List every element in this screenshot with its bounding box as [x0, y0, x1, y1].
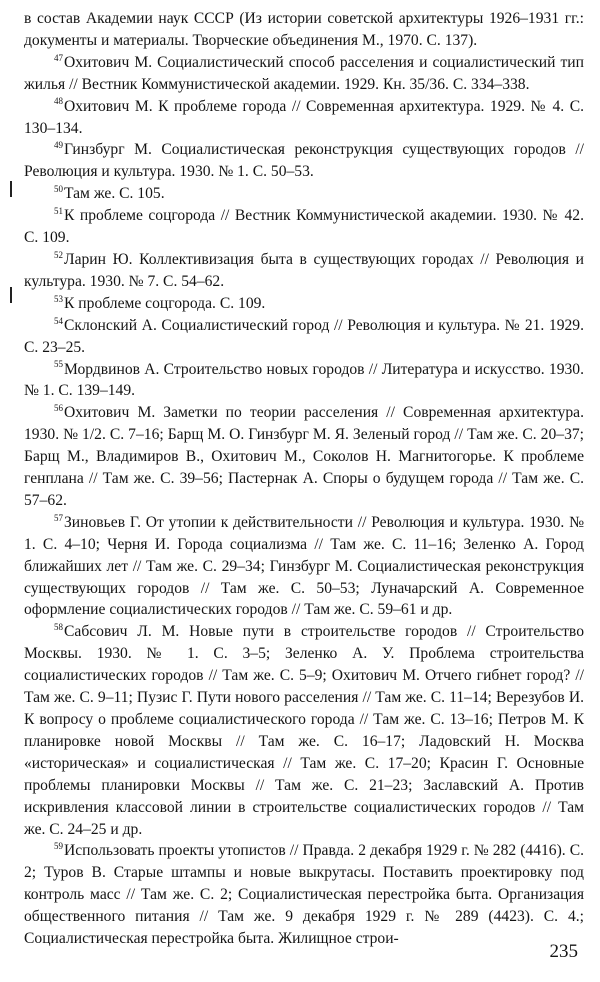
footnote-58 [24, 621, 584, 840]
footnote-text: Склонский А. Социалистический город // Революция и культура. № 21. 1929. С. 23–25. [24, 316, 584, 356]
footnote-56 [24, 402, 584, 512]
footnote-continuation [24, 8, 584, 52]
footnote-53 [24, 293, 584, 315]
footnote-text: Ларин Ю. Коллективизация быта в существующих городах // Революция и культура. 1930. № 7. С. 54–62. [24, 250, 584, 290]
footnote-55 [24, 359, 584, 403]
footnote-50 [24, 183, 584, 205]
footnote-number: 57 [54, 512, 63, 523]
footnote-text: К проблеме соцгорода. С. 109. [64, 294, 266, 312]
footnote-49 [24, 139, 584, 183]
footnote-text: Гинзбург М. Социалистическая реконструкция существующих городов // Революция и культура. 1930. № 1. С. 50–53. [24, 141, 584, 181]
footnote-51 [24, 205, 584, 249]
footnote-text: Охитович М. К проблеме города // Современная архитектура. 1929. № 4. С. 130–134. [24, 97, 584, 137]
footnote-text: Охитович М. Заметки по теории расселения // Современная архитектура. 1930. № 1/2. С. 7–16; Барщ М. О. Гинзбург М. Я. Зеленый город // Там же. С. 20–37; Барщ М., Владимиров В., Охитович М., Соколов Н. Магнитогорье. К проблеме генплана // Там же. С. 39–56; Пастернак А. Споры о будущем города // Там же. С. 57–62. [24, 404, 584, 509]
footnote-52 [24, 249, 584, 293]
footnote-number: 58 [54, 622, 63, 633]
margin-mark [10, 181, 12, 197]
footnote-47 [24, 52, 584, 96]
footnote-text: Там же. С. 105. [64, 185, 165, 203]
footnote-48 [24, 96, 584, 140]
page-number: 235 [549, 941, 578, 962]
footnote-number: 55 [54, 359, 63, 370]
footnote-number: 54 [54, 315, 63, 326]
footnote-number: 47 [54, 52, 63, 63]
footnote-number: 59 [54, 841, 63, 852]
footnote-number: 52 [54, 249, 63, 260]
footnote-text: Охитович М. Социалистический способ расселения и социалистический тип жилья // Вестник Коммунистической академии. 1929. Кн. 35/36. С. 334–338. [24, 53, 584, 93]
footnote-text: Использовать проекты утопистов // Правда. 2 декабря 1929 г. № 282 (4416). С. 2; Туров В. Старые штампы и новые выкрутасы. Поставить проектировку под контроль масс // Там же. С. 2; Социалистическая перестройка быта. Организация общественного питания // Там же. 9 декабря 1929 г. № 289 (4423). С. 4.; Социалистическая перестройка быта. Жилищное строи- [24, 842, 584, 948]
footnote-text: Зиновьев Г. От утопии к действительности // Революция и культура. 1930. № 1. С. 4–10; Черня И. Города социализма // Там же. С. 11–16; Зеленко А. Город ближайших лет // Там же. С. 29–34; Гинзбург М. Социалистическая реконструкция существующих городов // Там же. С. 50–53; Луначарский А. Современное оформление социалистических городов // Там же. С. 59–61 и др. [24, 513, 584, 619]
footnote-text: в состав Академии наук СССР (Из истории советской архитектуры 1926–1931 гг.: документы и материалы. Творческие объединения М., 1970. С. 137). [24, 10, 584, 49]
footnote-59 [24, 840, 584, 950]
footnote-57 [24, 512, 584, 622]
footnote-number: 48 [54, 96, 63, 107]
margin-mark [10, 287, 12, 303]
footnote-54 [24, 315, 584, 359]
footnotes-block [24, 8, 584, 950]
footnote-text: Мордвинов А. Строительство новых городов // Литература и искусство. 1930. № 1. С. 139–149. [24, 360, 584, 400]
footnote-number: 50 [54, 184, 63, 195]
footnote-number: 56 [54, 403, 63, 414]
footnote-text: К проблеме соцгорода // Вестник Коммунистической академии. 1930. № 42. С. 109. [24, 207, 584, 247]
footnote-text: Сабсович Л. М. Новые пути в строительстве городов // Строительство Москвы. 1930. № 1. С. 3–5; Зеленко А. У. Проблема строительства социалистических городов // Там же. С. 5–9; Охитович М. Отчего гибнет город? // Там же. С. 9–11; Пузис Г. Пути нового расселения // Там же. С. 11–14; Верезубов И. К вопросу о проблеме социалистического города // Там же. С. 13–16; Петров М. К планировке новой Москвы // Там же. С. 16–17; Ладовский Н. Москва «историческая» и социалистическая // Там же. С. 17–20; Красин Г. Основные проблемы планировки Москвы // Там же. С. 21–23; Заславский А. Против искривления классовой линии в строительстве социалистических городов // Там же. С. 24–25 и др. [24, 623, 584, 838]
footnote-number: 49 [54, 140, 63, 151]
footnote-number: 53 [54, 293, 63, 304]
footnote-number: 51 [54, 205, 63, 216]
